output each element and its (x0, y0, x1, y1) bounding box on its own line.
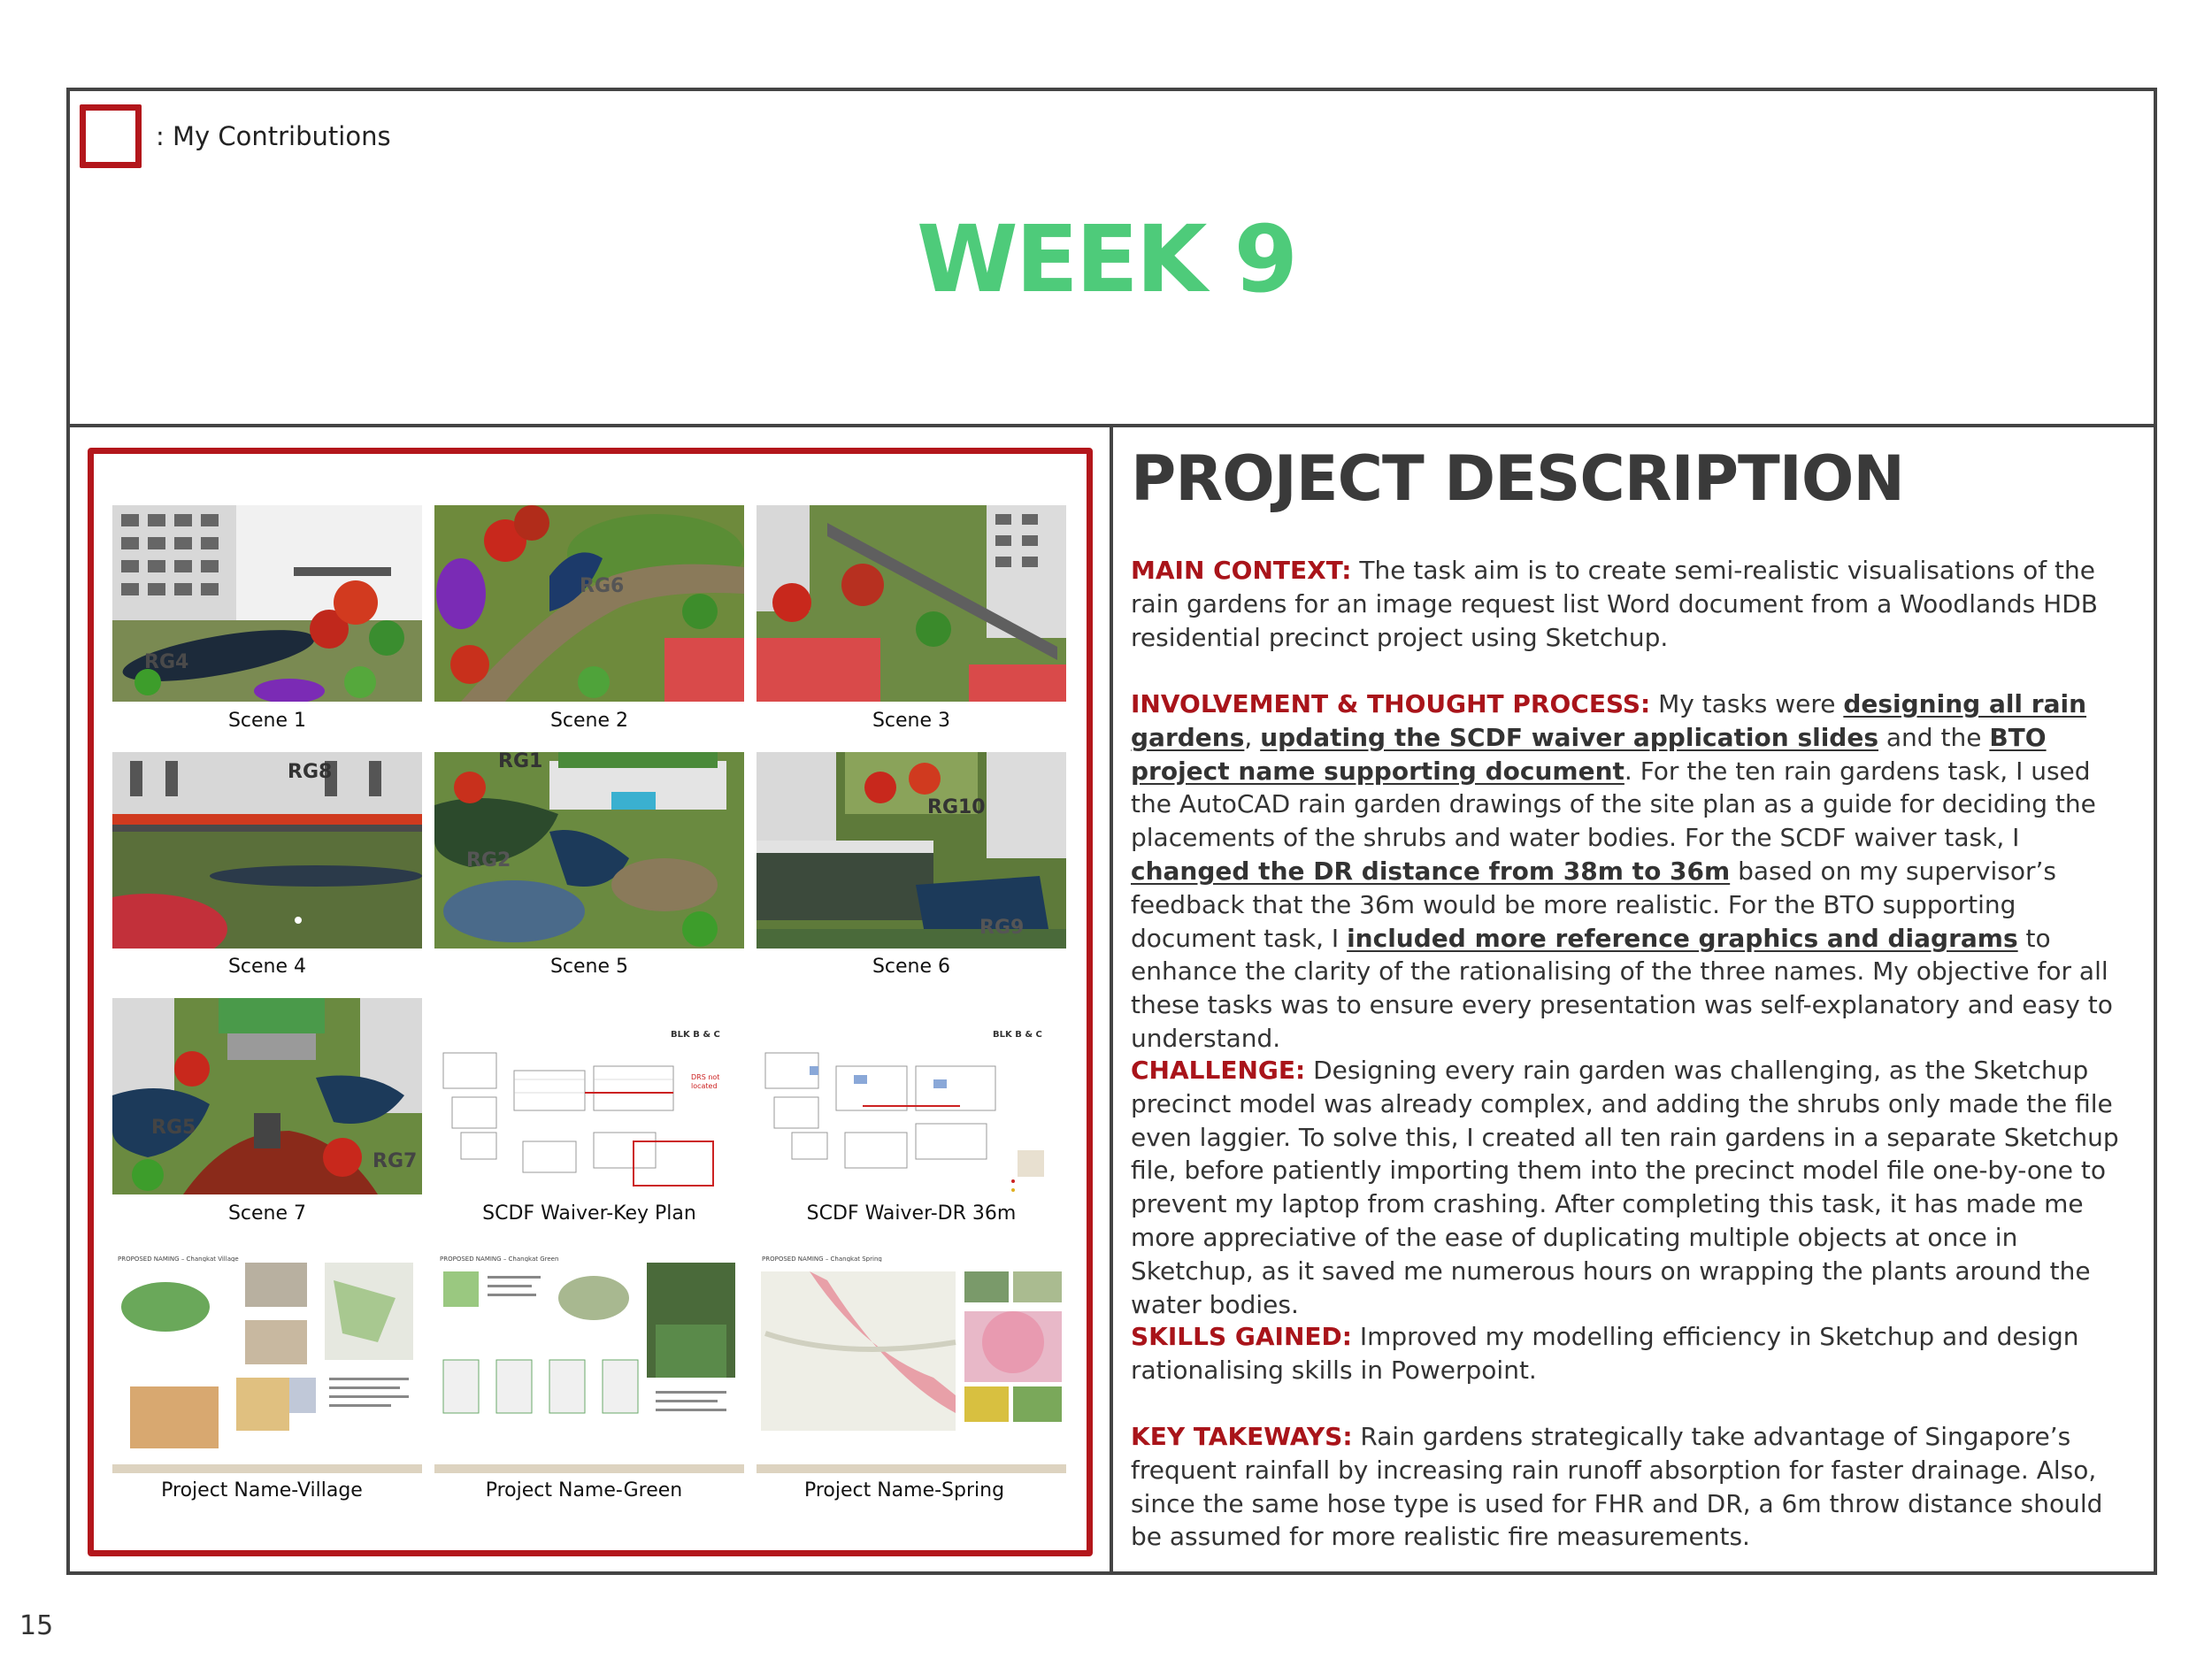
skills-label: SKILLS GAINED: (1131, 1322, 1352, 1351)
rain-garden-tag: RG7 (373, 1150, 418, 1172)
caption-scene-4: Scene 4 (227, 956, 307, 978)
dr-plan-block-label (993, 1024, 1099, 1041)
scene-1-tag (144, 651, 233, 678)
rain-garden-tag: RG5 (151, 1117, 196, 1139)
svg-text:DRS not: DRS not (691, 1073, 720, 1081)
block-label: BLK B & C (993, 1030, 1042, 1040)
main-context-text: The task aim is to create semi-realistic visualisations of the rain gardens for an image request list Word document from a Woodlands HDB residential precinct project using Sketchup. (1131, 556, 2098, 652)
rain-garden-tag: RG6 (580, 575, 625, 597)
slide-heading: PROPOSED NAMING – Changkat Village (118, 1256, 239, 1262)
involvement-text: , (1244, 722, 1261, 752)
scdf-key-plan-image (434, 1018, 744, 1199)
block-label: BLK B & C (671, 1030, 720, 1040)
skills-text: Improved my modelling efficiency in Sketchup and design rationalising skills in Powerpoint. (1131, 1322, 2079, 1385)
involvement-paragraph (1131, 687, 2131, 1056)
contribution-legend-label: : My Contributions (156, 121, 391, 151)
involvement-text: and the (1878, 722, 1990, 752)
slide-heading: PROPOSED NAMING – Changkat Green (440, 1256, 559, 1262)
highlight-bto-document: BTO project name supporting document (1131, 722, 2047, 786)
rain-garden-tag: RG2 (466, 849, 511, 872)
rain-garden-tag: RG10 (927, 796, 986, 818)
scene-2-tag (580, 575, 668, 602)
project-name-spring-image (757, 1245, 1066, 1473)
skills-paragraph (1131, 1320, 2131, 1387)
involvement-text: to enhance the clarity of the rationalising of the three names. My objective for all these tasks was to ensure every presentation was self-explanatory and easy to understand. (1131, 923, 2113, 1053)
svg-text:located: located (691, 1082, 718, 1090)
column-divider (1110, 424, 1113, 1575)
page-number: 15 (19, 1610, 54, 1641)
page-title: WEEK 9 (917, 205, 1295, 313)
contribution-legend-swatch (80, 104, 142, 168)
caption-key-plan: SCDF Waiver-Key Plan (482, 1202, 696, 1225)
caption-project-green: Project Name-Green (485, 1479, 683, 1502)
scene-3-image (757, 505, 1066, 702)
village-heading (118, 1248, 383, 1262)
challenge-paragraph (1131, 1054, 2131, 1321)
involvement-text: . For the ten rain gardens task, I used the AutoCAD rain garden drawings of the site plan as a guide for deciding the placements of the shrubs and water bodies. For the SCDF waiver task, I (1131, 756, 2096, 853)
project-description-title: PROJECT DESCRIPTION (1131, 442, 1904, 515)
project-name-green-image (434, 1245, 744, 1473)
green-heading (440, 1248, 705, 1262)
highlight-dr-distance: changed the DR distance from 38m to 36m (1131, 856, 1731, 886)
scene-6-tag-a (927, 796, 1016, 823)
scene-5-tag-b (466, 849, 555, 876)
takeaways-paragraph (1131, 1420, 2131, 1554)
rain-garden-tag: RG1 (498, 750, 543, 772)
slide-heading: PROPOSED NAMING – Changkat Spring (762, 1256, 882, 1262)
takeaways-text: Rain gardens strategically take advantage of Singapore’s frequent rainfall by increasing rain runoff absorption for faster drainage. Also, since the same hose type is used for FHR and DR, a 6m throw distance should be assumed for more realistic fire measurements. (1131, 1422, 2103, 1552)
rain-garden-tag: RG4 (144, 651, 189, 673)
scene-4-tag (288, 761, 376, 787)
caption-project-spring: Project Name-Spring (803, 1479, 1005, 1502)
highlight-rain-gardens: designing all rain gardens (1131, 689, 2087, 752)
caption-scene-2: Scene 2 (549, 710, 629, 732)
highlight-scdf-slides: updating the SCDF waiver application slides (1260, 722, 1878, 752)
involvement-text: My tasks were (1650, 689, 1844, 718)
main-context-label: MAIN CONTEXT: (1131, 556, 1352, 585)
scene-6-tag-b (979, 917, 1068, 943)
caption-scene-1: Scene 1 (227, 710, 307, 732)
scdf-dr-36m-image (757, 1018, 1066, 1199)
rain-garden-tag: RG8 (288, 761, 333, 783)
involvement-label: INVOLVEMENT & THOUGHT PROCESS: (1131, 689, 1651, 718)
caption-project-village: Project Name-Village (161, 1479, 363, 1502)
involvement-text: based on my supervisor’s feedback that the 36m would be more realistic. For the BTO supporting document task, I (1131, 856, 2056, 953)
challenge-text: Designing every rain garden was challenging, as the Sketchup precinct model was already complex, and adding the shrubs only made the file even laggier. To solve this, I created all ten rain gardens in a separate Sketchup file, before patiently importing them into the precinct model file one-by-one to prevent my laptop from crashing. After completing this task, it has made me more appreciative of the ease of duplicating multiple objects at once in Sketchup, as it saved me numerous hours on wrapping the plants around the water bodies. (1131, 1056, 2119, 1319)
project-name-village-image (112, 1245, 422, 1473)
scene-7-tag-a (151, 1117, 240, 1143)
rain-garden-tag: RG9 (979, 917, 1025, 939)
main-context-paragraph (1131, 554, 2131, 654)
caption-scene-7: Scene 7 (227, 1202, 307, 1225)
scene-2-image (434, 505, 744, 702)
scene-5-tag-a (498, 750, 587, 777)
highlight-reference-graphics: included more reference graphics and diagrams (1347, 923, 2018, 953)
takeaways-label: KEY TAKEWAYS: (1131, 1422, 1353, 1451)
caption-dr-36m: SCDF Waiver-DR 36m (806, 1202, 1017, 1225)
caption-scene-6: Scene 6 (872, 956, 951, 978)
caption-scene-3: Scene 3 (872, 710, 951, 732)
spring-heading (762, 1248, 1027, 1262)
caption-scene-5: Scene 5 (549, 956, 629, 978)
challenge-label: CHALLENGE: (1131, 1056, 1306, 1085)
